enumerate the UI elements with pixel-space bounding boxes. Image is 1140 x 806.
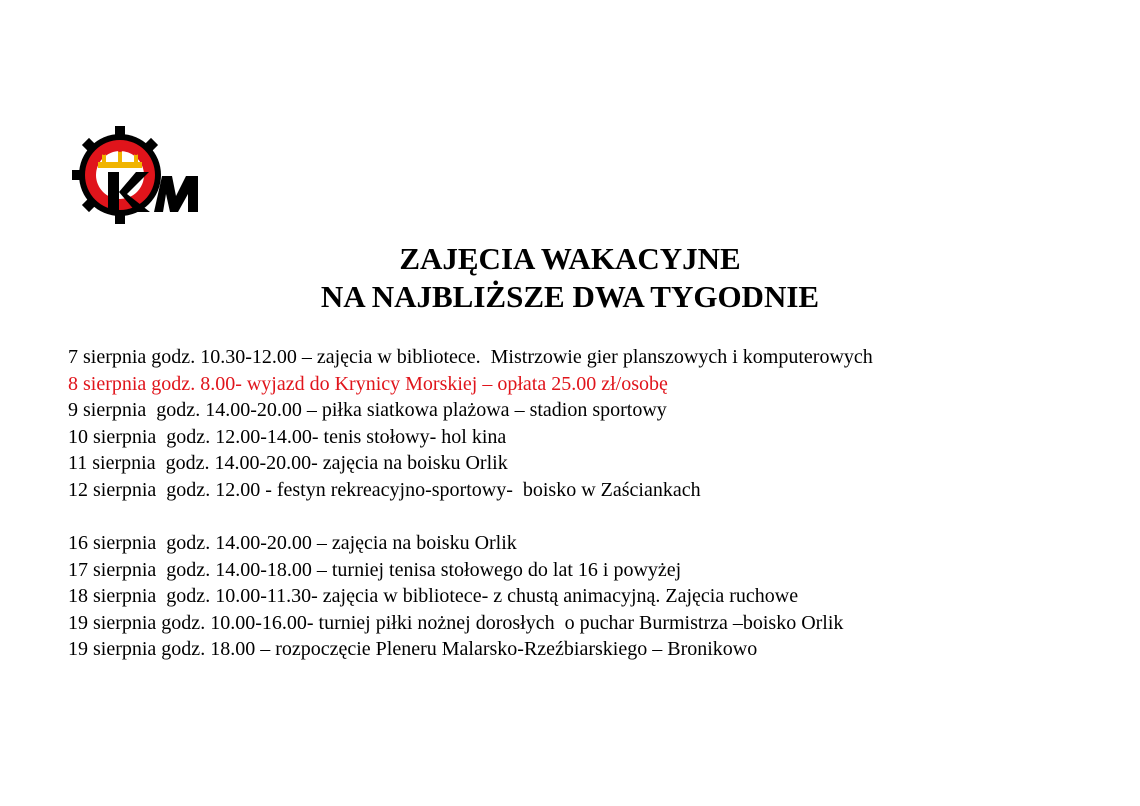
logo-crest-icon [98,146,142,168]
schedule-list [68,344,1128,663]
schedule-item: 17 sierpnia godz. 14.00-18.00 – turniej tenisa stołowego do lat 16 i powyżej [68,558,682,581]
schedule-item: 12 sierpnia godz. 12.00 - festyn rekreacyjno-sportowy- boisko w Zaściankach [68,478,701,501]
schedule-week-1 [68,344,1128,503]
km-logo-icon [70,124,204,228]
title-line-2: NA NAJBLIŻSZE DWA TYGODNIE [320,279,820,314]
schedule-item: 18 sierpnia godz. 10.00-11.30- zajęcia w bibliotece- z chustą animacyjną. Zajęcia ruchowe [68,585,799,607]
schedule-item: 7 sierpnia godz. 10.30-12.00 – zajęcia w bibliotece. Mistrzowie gier planszowych i komputerowych [68,346,873,368]
week-separator [68,503,1128,530]
schedule-item: 10 sierpnia godz. 12.00-14.00- tenis stołowy- hol kina [68,425,507,448]
schedule-item: 19 sierpnia godz. 18.00 – rozpoczęcie Pleneru Malarsko-Rzeźbiarskiego – Bronikowo [68,638,758,660]
schedule-item: 19 sierpnia godz. 10.00-16.00- turniej piłki nożnej dorosłych o puchar Burmistrza –boisko Orlik [68,611,844,634]
schedule-item: 16 sierpnia godz. 14.00-20.00 – zajęcia na boisku Orlik [68,532,517,554]
schedule-item-highlighted: 8 sierpnia godz. 8.00- wyjazd do Krynicy Morskiej – opłata 25.00 zł/osobę [68,372,668,395]
title-line-1: ZAJĘCIA WAKACYJNE [399,241,741,276]
schedule-item: 11 sierpnia godz. 14.00-20.00- zajęcia na boisku Orlik [68,452,508,474]
schedule-week-2 [68,530,1128,663]
schedule-item: 9 sierpnia godz. 14.00-20.00 – piłka siatkowa plażowa – stadion sportowy [68,399,667,421]
page-title [0,240,1140,316]
logo-letter-m [154,176,198,212]
